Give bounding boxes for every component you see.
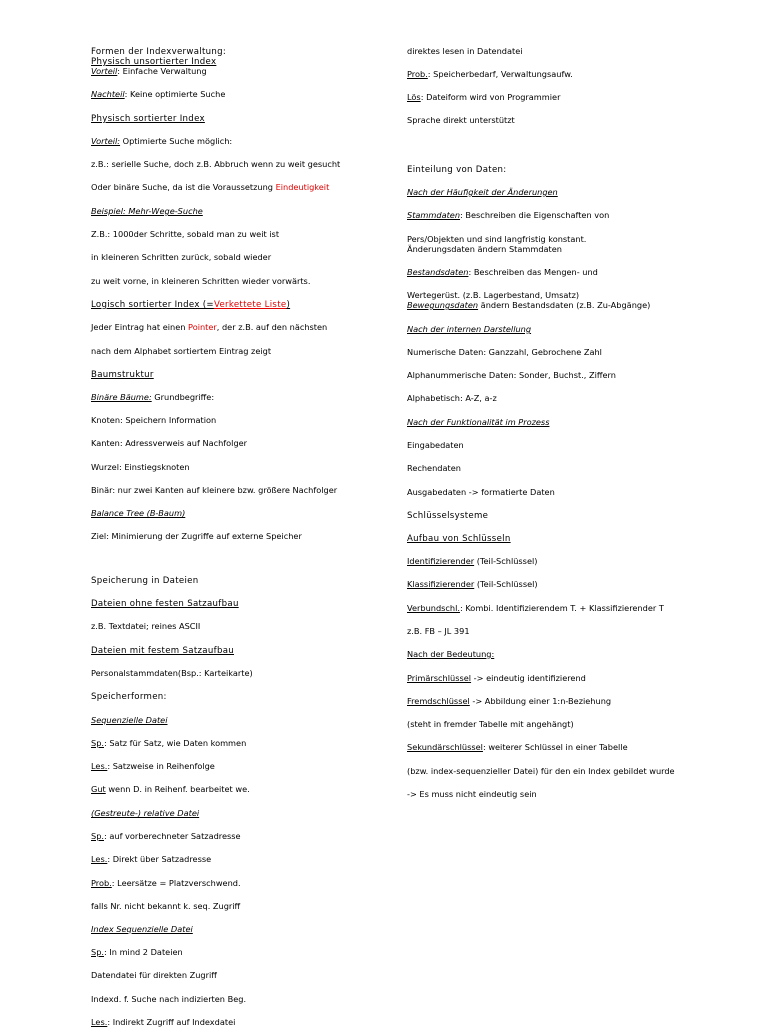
text-segment: Physisch sortierter Index [91,114,205,124]
text-segment: zu weit vorne, in kleineren Schritten wieder vorwärts. [91,276,311,286]
text-line [407,300,650,310]
text-line [91,182,329,192]
text-line [91,738,246,748]
text-line [91,924,193,934]
text-line [407,440,464,450]
text-segment: Alphanummerische Daten: Sonder, Buchst., Ziffern [407,370,616,380]
text-line [407,164,506,175]
text-line [407,742,628,752]
text-line [407,463,461,473]
text-segment: Rechendaten [407,463,461,473]
text-segment: Vorteil: [91,136,121,146]
text-line [91,508,185,518]
text-segment: Numerische Daten: Ganzzahl, Gebrochene Zahl [407,347,602,357]
text-segment: (steht in fremder Tabelle mit angehängt) [407,719,574,729]
text-segment: Beispiel: Mehr-Wege-Suche [91,206,203,216]
text-segment: Dateien ohne festen Satzaufbau [91,599,239,609]
text-segment: z.B. FB – JL 391 [407,626,470,636]
text-segment: Les. [91,1017,108,1027]
text-segment: Binär: nur zwei Kanten auf kleinere bzw. größere Nachfolger [91,485,338,495]
text-segment: Schlüsselsysteme [407,511,489,521]
text-segment: : weiterer Schlüssel in einer Tabelle [482,742,628,752]
text-segment: (Teil-Schlüssel) [474,556,538,566]
text-line [91,645,234,656]
text-segment: -> Abbildung einer 1:n-Beziehung [469,696,612,706]
text-line [407,417,549,427]
text-line [407,696,611,706]
text-segment: Nach der Funktionalität im Prozess [407,417,550,427]
text-segment: Speicherformen: [91,692,167,702]
text-line [91,598,239,609]
text-line [91,438,247,448]
text-line [407,370,616,380]
text-segment: Stammdaten [407,210,461,220]
text-line [91,462,190,472]
text-segment: Bestandsdaten [407,267,469,277]
text-segment: Bewegungsdaten [407,300,479,310]
text-segment: Pointer [188,322,217,332]
text-segment: Dateien mit festem Satzaufbau [91,646,235,656]
text-line [407,210,609,220]
text-segment: Prob. [407,69,428,79]
text-line [91,276,310,286]
text-line [407,92,560,102]
text-line [407,244,562,254]
text-line [91,346,271,356]
text-line [407,766,675,776]
text-line [91,136,232,146]
text-line [407,324,531,334]
text-line [91,668,253,678]
text-segment: : Speicherbedarf, Verwaltungsaufw. [427,69,573,79]
text-segment: Index Sequenzielle Datei [91,924,193,934]
text-line [407,393,497,403]
text-segment: Kanten: Adressverweis auf Nachfolger [91,438,248,448]
text-segment: Prob. [91,878,112,888]
text-segment: Wurzel: Einstiegsknoten [91,462,190,472]
text-segment: Alphabetisch: A-Z, a-z [407,393,497,403]
text-segment: Gut [91,784,106,794]
text-segment: Physisch unsortierter Index [91,57,217,67]
text-line [91,808,199,818]
text-segment: Indexd. f. Suche nach indizierten Beg. [91,994,247,1004]
text-segment: in kleineren Schritten zurück, sobald wieder [91,252,272,262]
text-line [91,206,203,216]
text-segment: Knoten: Speichern Information [91,415,217,425]
text-segment: Ausgabedaten -> formatierte Daten [407,487,555,497]
text-line [91,970,217,980]
text-line [91,854,211,864]
text-line [407,234,586,244]
text-segment: : Satz für Satz, wie Daten kommen [104,738,247,748]
text-line [91,994,246,1004]
text-line [91,715,168,725]
text-segment: Aufbau von Schlüsseln [407,534,511,544]
text-segment: : Kombi. Identifizierendem T. + Klassifizierender T [459,603,664,613]
text-segment: : Direkt über Satzadresse [107,854,212,864]
text-line [91,369,154,380]
text-segment: Sprache direkt unterstützt [407,115,515,125]
text-segment: (bzw. index-sequenzieller Datei) für den ein Index gebildet wurde [407,766,675,776]
text-line [91,229,279,239]
text-segment: Änderungsdaten ändern Stammdaten [407,244,562,254]
text-line [91,322,327,332]
text-segment: Verkettete Liste [213,300,287,310]
text-line [407,267,598,277]
text-segment: z.B.: serielle Suche, doch z.B. Abbruch wenn zu weit gesucht [91,159,341,169]
text-line [91,531,302,541]
text-line [407,187,558,197]
text-line [91,1017,235,1027]
text-segment: Datendatei für direkten Zugriff [91,970,217,980]
text-line [91,415,216,425]
text-segment: Sekundärschlüssel [407,742,483,752]
text-segment: (Teil-Schlüssel) [474,579,538,589]
text-line [407,626,470,636]
text-segment: Verbundschl. [407,603,460,613]
text-segment: : Beschreiben das Mengen- und [468,267,598,277]
text-segment: Les. [91,761,108,771]
text-segment: Einteilung von Daten: [407,165,507,175]
text-segment: Sequenzielle Datei [91,715,168,725]
text-segment: : Satzweise in Reihenfolge [107,761,215,771]
text-segment: -> eindeutig identifizierend [471,673,586,683]
text-line [91,947,183,957]
text-line [91,575,198,586]
text-line [91,299,290,310]
text-segment: z.B. Textdatei; reines ASCII [91,621,201,631]
text-segment: Z.B.: 1000der Schritte, sobald man zu weit ist [91,229,280,239]
text-segment: falls Nr. nicht bekannt k. seq. Zugriff [91,901,241,911]
text-line [91,159,340,169]
text-segment: Identifizierender [407,556,475,566]
text-line [91,89,225,99]
text-segment: Wertegerüst. (z.B. Lagerbestand, Umsatz) [407,290,580,300]
text-segment: Sp. [91,738,104,748]
text-segment: Ziel: Minimierung der Zugriffe auf externe Speicher [91,531,302,541]
text-segment: Binäre Bäume: [91,392,152,402]
text-segment: Sp. [91,831,104,841]
text-segment: Nach der Häufigkeit der Änderungen [407,187,558,197]
text-segment: Formen der Indexverwaltung: [91,47,227,57]
text-segment: : Dateiform wird von Programmier [420,92,561,102]
text-line [91,485,337,495]
text-line [91,252,271,262]
text-segment: ) [286,300,291,310]
text-segment: Personalstammdaten(Bsp.: Karteikarte) [91,668,253,678]
text-segment: Speicherung in Dateien [91,576,199,586]
text-line [407,556,537,566]
text-segment: Optimierte Suche möglich: [120,136,233,146]
text-segment: : In mind 2 Dateien [104,947,183,957]
text-line [407,46,523,56]
text-line [91,392,214,402]
text-segment: ändern Bestandsdaten (z.B. Zu-Abgänge) [478,300,651,310]
text-line [91,784,250,794]
text-line [407,347,602,357]
text-line [91,113,205,124]
text-line [407,673,586,683]
text-segment: Baumstruktur [91,370,154,380]
text-segment: Pers/Objekten und sind langfristig konstant. [407,234,587,244]
text-segment: Nachteil [91,89,125,99]
text-segment: : Leersätze = Platzverschwend. [111,878,241,888]
text-segment: : Indirekt Zugriff auf Indexdatei [107,1017,236,1027]
text-segment: Eingabedaten [407,440,464,450]
text-segment: direktes lesen in Datendatei [407,46,523,56]
text-segment: , der z.B. auf den nächsten [216,322,328,332]
text-segment: -> Es muss nicht eindeutig sein [407,789,537,799]
text-line [91,901,240,911]
text-segment: Eindeutigkeit [275,182,330,192]
text-segment: Jeder Eintrag hat einen [91,322,189,332]
text-segment: Vorteil [91,66,118,76]
text-line [407,115,515,125]
text-segment: Nach der internen Darstellung [407,324,532,334]
text-segment: Oder binäre Suche, da ist die Voraussetzung [91,182,276,192]
text-line [407,649,494,659]
text-line [407,603,664,613]
text-line [407,487,555,497]
text-segment: Logisch sortierter Index (= [91,300,214,310]
text-segment: : auf vorberechneter Satzadresse [104,831,241,841]
text-line [91,621,200,631]
text-segment: Fremdschlüssel [407,696,470,706]
text-line [407,579,538,589]
text-segment: nach dem Alphabet sortiertem Eintrag zeigt [91,346,272,356]
text-segment: Klassifizierender [407,579,475,589]
text-line [91,831,241,841]
text-segment: wenn D. in Reihenf. bearbeitet we. [105,784,250,794]
text-segment: : Keine optimierte Suche [124,89,226,99]
text-line [91,66,207,76]
text-line [407,789,537,799]
text-segment: : Beschreiben die Eigenschaften von [460,210,610,220]
text-line [407,69,573,79]
text-segment: Grundbegriffe: [151,392,215,402]
text-line [91,691,167,702]
text-segment: Primärschlüssel [407,673,472,683]
text-line [407,533,511,544]
text-segment: (Gestreute-) relative Datei [91,808,200,818]
text-segment: Les. [91,854,108,864]
text-segment: Balance Tree (B-Baum) [91,508,186,518]
text-segment: Sp. [91,947,104,957]
text-segment: Nach der Bedeutung: [407,649,495,659]
text-line [407,510,488,521]
text-line [91,878,241,888]
text-segment: Lös [407,92,421,102]
text-segment: : Einfache Verwaltung [117,66,207,76]
text-line [407,719,574,729]
text-line [407,290,579,300]
text-line [91,761,215,771]
